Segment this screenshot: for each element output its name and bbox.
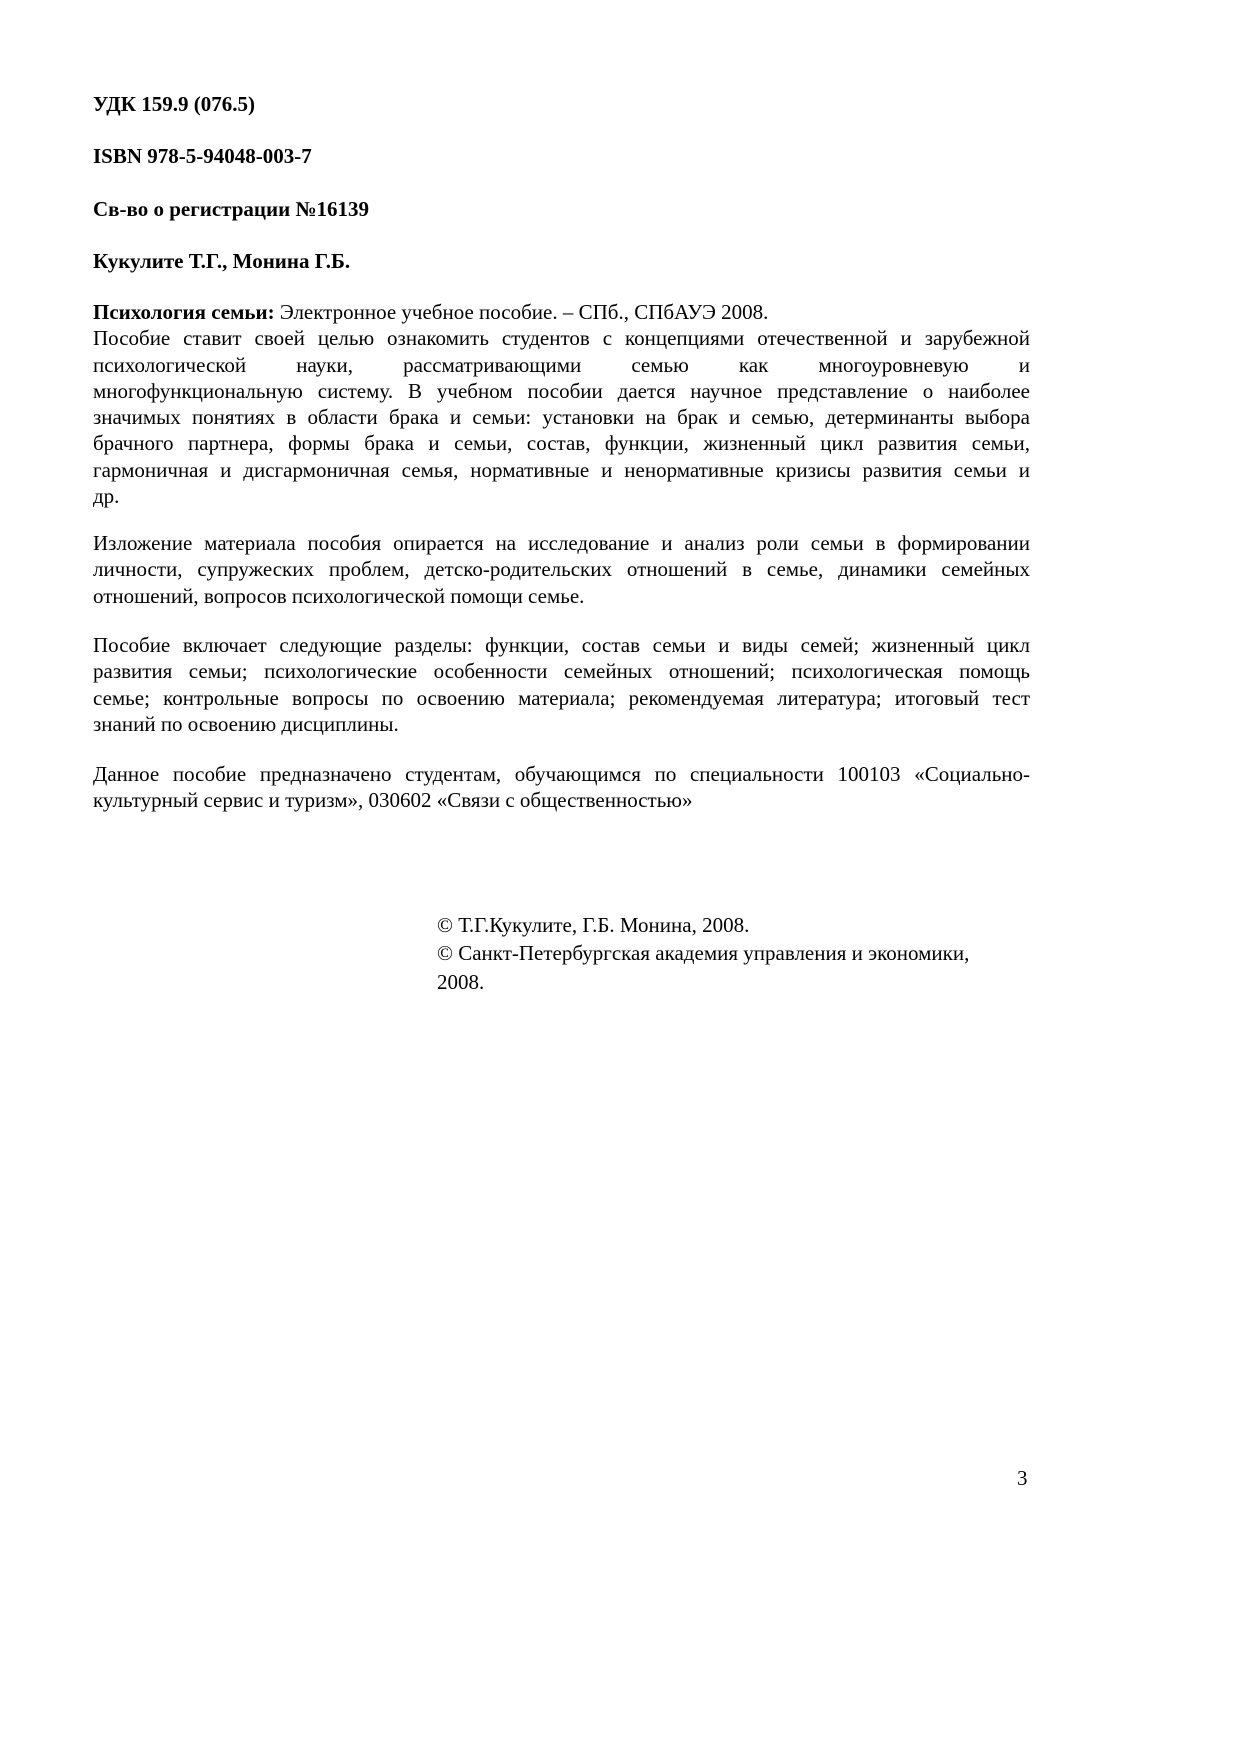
text-line: психологической науки, рассматривающими семью как многоуровневую и	[93, 352, 1030, 377]
text-line: развития семьи; психологические особенности семейных отношений; психологическая помощь	[93, 659, 1030, 684]
text-line: Пособие ставит своей целью ознакомить студентов с концепциями отечественной и зарубежной	[93, 326, 1030, 351]
abstract-block	[93, 299, 1030, 509]
paragraph-4	[93, 761, 1030, 814]
text-line: брачного партнера, формы брака и семьи, состав, функции, жизненный цикл развития семьи,	[93, 431, 1030, 456]
page-number: 3	[1017, 1466, 1028, 1490]
registration: Св-во о регистрации №16139	[93, 197, 370, 221]
udk: УДК 159.9 (076.5)	[93, 92, 255, 116]
paragraph-2	[93, 530, 1030, 609]
book-title-line	[93, 299, 1030, 325]
book-title: Психология семьи:	[93, 300, 275, 324]
book-description: Электронное учебное пособие. – СПб., СПбАУЭ 2008.	[274, 300, 769, 324]
text-line: знаний по освоению дисциплины.	[93, 711, 399, 736]
text-line: др.	[93, 484, 120, 509]
text-line: Данное пособие предназначено студентам, обучающимся по специальности 100103 «Социально-	[93, 762, 1030, 786]
text-line: Изложение материала пособия опирается на исследование и анализ роли семьи в формировании	[93, 531, 1030, 555]
copyright-year: 2008.	[437, 970, 485, 994]
text-line: многофункциональную систему. В учебном пособии дается научное представление о наиболее	[93, 378, 1030, 403]
text-line: культурный сервис и туризм», 030602 «Связи с общественностью»	[93, 788, 693, 813]
text-line: Пособие включает следующие разделы: функции, состав семьи и виды семей; жизненный цикл	[93, 633, 1030, 657]
text-line: семье; контрольные вопросы по освоению материала; рекомендуемая литература; итоговый тест	[93, 685, 1030, 710]
text-line: значимых понятиях в области брака и семьи: установки на брак и семью, детерминанты выбора	[93, 405, 1030, 430]
copyright-authors: © Т.Г.Кукулите, Г.Б. Монина, 2008.	[437, 913, 750, 937]
paragraph-3	[93, 632, 1030, 737]
copyright-academy: © Санкт-Петербургская академия управления и экономики,	[437, 941, 970, 965]
isbn: ISBN 978-5-94048-003-7	[93, 144, 312, 168]
text-line: отношений, вопросов психологической помощи семье.	[93, 583, 585, 608]
authors: Кукулите Т.Г., Монина Г.Б.	[93, 249, 351, 273]
text-line: личности, супружеских проблем, детско-родительских отношений в семье, динамики семейных	[93, 557, 1030, 582]
text-line: гармоничная и дисгармоничная семья, нормативные и ненормативные кризисы развития семьи и	[93, 457, 1030, 482]
